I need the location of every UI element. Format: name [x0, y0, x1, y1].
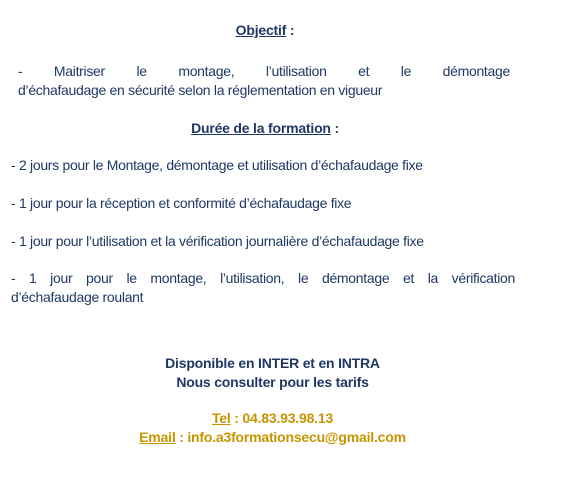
contact-block	[0, 409, 545, 447]
duree-item-4	[11, 269, 515, 307]
contact-tel	[0, 409, 545, 428]
contact-email	[0, 428, 545, 447]
objectif-line-2: d’échafaudage en sécurité selon la réglementation en vigueur	[18, 82, 383, 98]
email-label: Email	[139, 429, 176, 445]
availability-line-2: Nous consulter pour les tarifs	[176, 374, 369, 390]
objectif-heading	[0, 22, 530, 38]
tel-value: : 04.83.93.98.13	[230, 410, 334, 426]
duree-item-4-line-2: d’échafaudage roulant	[11, 289, 144, 305]
objectif-line-1: - Maitriser le montage, l’utilisation et le démontage	[18, 63, 510, 79]
duree-item-4-line-1: - 1 jour pour le montage, l’utilisation, le démontage et la vérification	[11, 270, 515, 286]
availability-line-1: Disponible en INTER et en INTRA	[165, 355, 380, 371]
objectif-colon: :	[286, 22, 295, 38]
duree-heading	[0, 120, 530, 136]
duree-item-3: - 1 jour pour l’utilisation et la vérification journalière d’échafaudage fixe	[11, 233, 424, 249]
objectif-text	[18, 62, 510, 100]
email-value: : info.a3formationsecu@gmail.com	[175, 429, 406, 445]
availability-block	[0, 354, 545, 392]
duree-item-2: - 1 jour pour la réception et conformité d’échafaudage fixe	[11, 195, 352, 211]
objectif-title: Objectif	[235, 22, 287, 38]
duree-title: Durée de la formation	[191, 120, 331, 136]
duree-item-1: - 2 jours pour le Montage, démontage et utilisation d’échafaudage fixe	[11, 157, 423, 173]
tel-label: Tel	[211, 410, 231, 426]
duree-colon: :	[330, 120, 339, 136]
